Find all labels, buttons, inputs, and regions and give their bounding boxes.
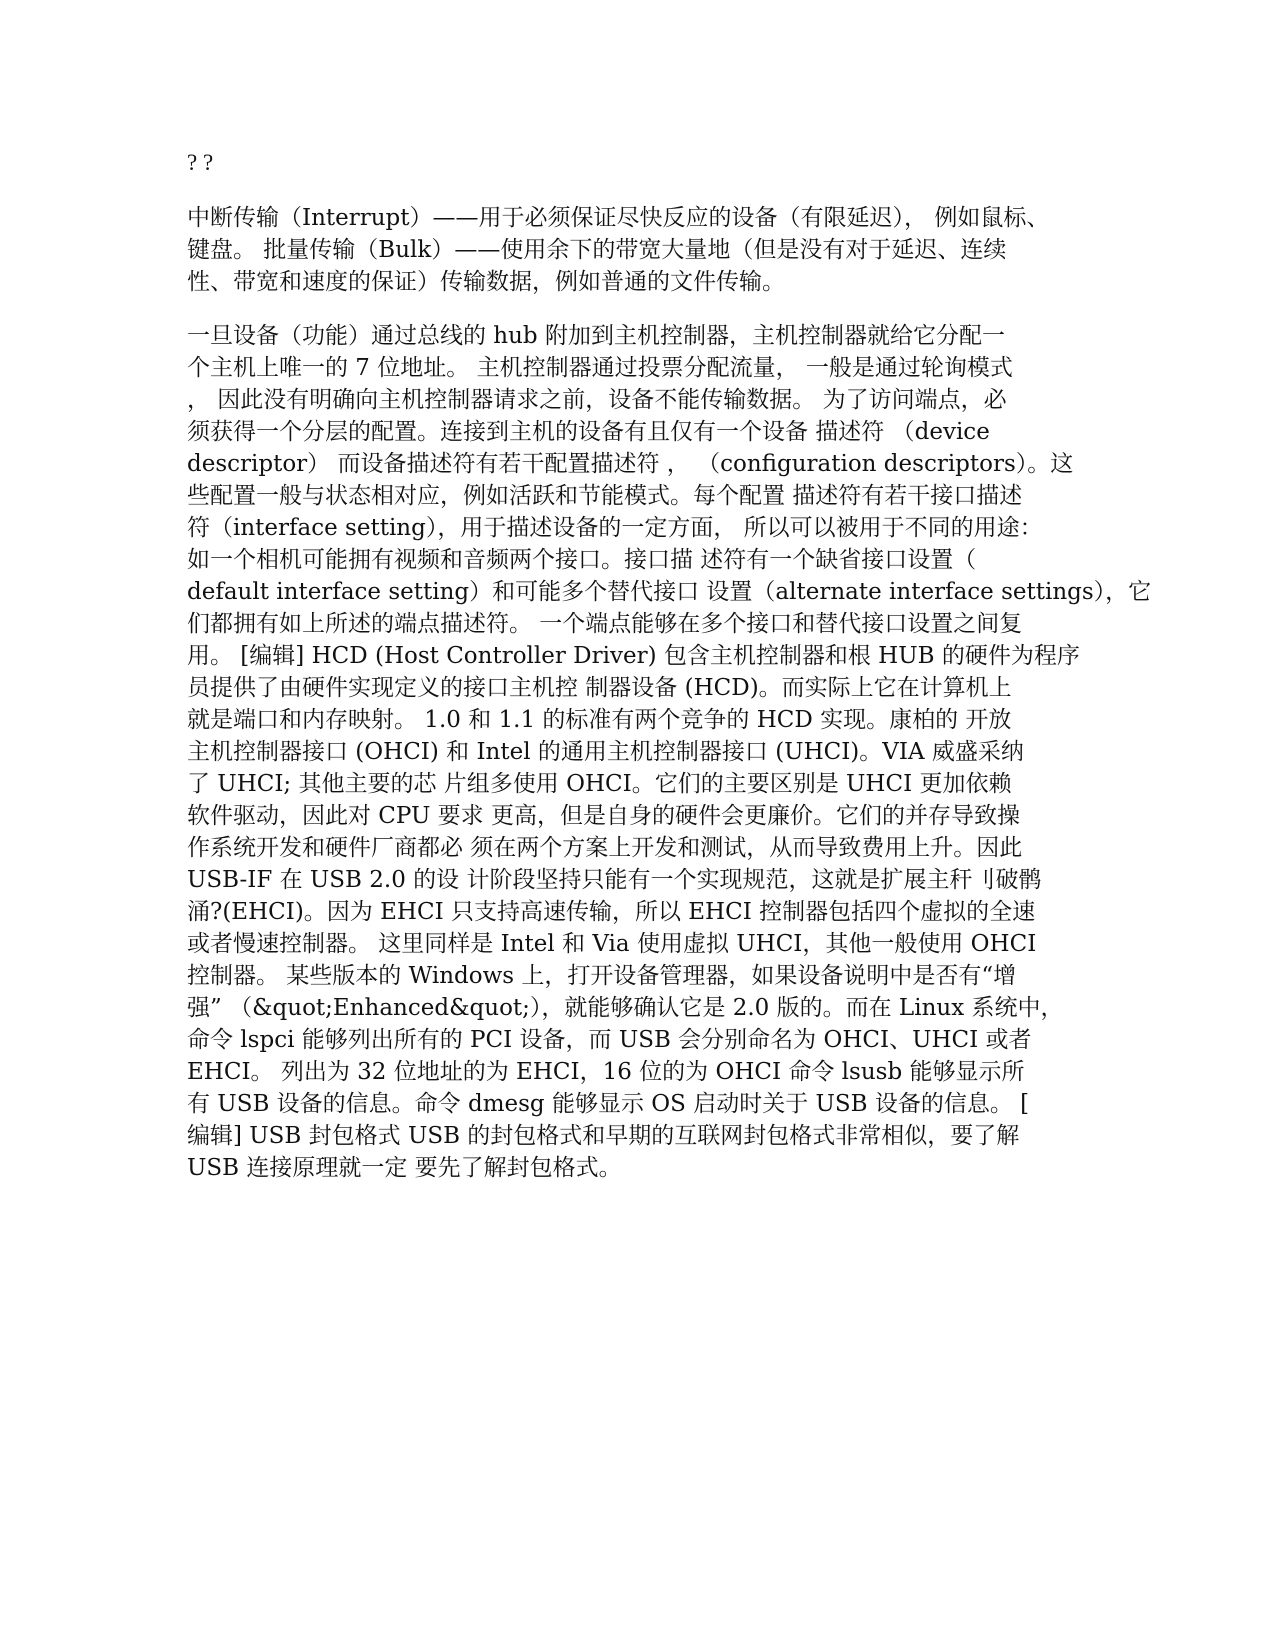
paragraph-line: ， 因此没有明确向主机控制器请求之前，设备不能传输数据。 为了访问端点，必	[187, 387, 1007, 413]
paragraph-line: 一旦设备（功能）通过总线的 hub 附加到主机控制器，主机控制器就给它分配一	[187, 323, 1005, 349]
paragraph-line: default interface setting）和可能多个替代接口 设置（alternate interface settings），它	[187, 579, 1152, 605]
paragraph-line: 了 UHCI; 其他主要的芯 片组多使用 OHCI。它们的主要区别是 UHCI 更加依赖	[187, 771, 1012, 797]
paragraph-line: descriptor） 而设备描述符有若干配置描述符 ， （configuration descriptors）。这	[187, 451, 1074, 477]
paragraph-line: 强” （&quot;Enhanced&quot;），就能够确认它是 2.0 版的。而在 Linux 系统中，	[187, 995, 1064, 1021]
paragraph-line: EHCI。 列出为 32 位地址的为 EHCI，16 位的为 OHCI 命令 lsusb 能够显示所	[187, 1059, 1025, 1085]
paragraph-line: 用。 [编辑] HCD (Host Controller Driver) 包含主机控制器和根 HUB 的硬件为程序	[187, 643, 1080, 669]
paragraph-line: 键盘。 批量传输（Bulk）——使用余下的带宽大量地（但是没有对于延迟、连续	[187, 237, 1007, 263]
paragraph-line: 如一个相机可能拥有视频和音频两个接口。接口描 述符有一个缺省接口设置（	[187, 547, 977, 573]
paragraph-line: 涌?(EHCI)。因为 EHCI 只支持高速传输，所以 EHCI 控制器包括四个虚拟的全速	[187, 899, 1036, 925]
paragraph-line: 主机控制器接口 (OHCI) 和 Intel 的通用主机控制器接口 (UHCI)。VIA 威盛采纳	[187, 739, 1024, 765]
paragraph-spacer	[187, 179, 1093, 202]
paragraph-line: 个主机上唯一的 7 位地址。 主机控制器通过投票分配流量， 一般是通过轮询模式	[187, 355, 1013, 381]
paragraph-line: 编辑] USB 封包格式 USB 的封包格式和早期的互联网封包格式非常相似，要了解	[187, 1123, 1020, 1149]
paragraph-line: 有 USB 设备的信息。命令 dmesg 能够显示 OS 启动时关于 USB 设备的信息。 [	[187, 1091, 1030, 1117]
header-marker: ? ?	[187, 150, 214, 175]
paragraph-line: USB-IF 在 USB 2.0 的设 计阶段坚持只能有一个实现规范，这就是扩展主秆刂破鹘	[187, 867, 1042, 893]
paragraph-line: 或者慢速控制器。 这里同样是 Intel 和 Via 使用虚拟 UHCI，其他一般使用 OHCI	[187, 931, 1037, 957]
paragraph-usb-details	[187, 320, 1152, 1184]
paragraph-line: 命令 lspci 能够列出所有的 PCI 设备，而 USB 会分别命名为 OHCI、UHCI 或者	[187, 1027, 1032, 1053]
paragraph-line: 中断传输（Interrupt）——用于必须保证尽快反应的设备（有限延迟）， 例如鼠标、	[187, 205, 1050, 231]
paragraph-line: 软件驱动，因此对 CPU 要求 更高，但是自身的硬件会更廉价。它们的并存导致操	[187, 803, 1020, 829]
paragraph-line: 控制器。 某些版本的 Windows 上，打开设备管理器，如果设备说明中是否有“增	[187, 963, 1017, 989]
paragraph-transfer-types	[187, 202, 1093, 298]
paragraph-line: 就是端口和内存映射。 1.0 和 1.1 的标准有两个竞争的 HCD 实现。康柏的 开放	[187, 707, 1012, 733]
paragraph-line: 们都拥有如上所述的端点描述符。 一个端点能够在多个接口和替代接口设置之间复	[187, 611, 1023, 637]
paragraph-line: 员提供了由硬件实现定义的接口主机控 制器设备 (HCD)。而实际上它在计算机上	[187, 675, 1012, 701]
paragraph-line: 符（interface setting），用于描述设备的一定方面， 所以可以被用于不同的用途：	[187, 515, 1043, 541]
paragraph-line: 些配置一般与状态相对应，例如活跃和节能模式。每个配置 描述符有若干接口描述	[187, 483, 1023, 509]
paragraph-line: 须获得一个分层的配置。连接到主机的设备有且仅有一个设备 描述符 （device	[187, 419, 990, 445]
paragraph-spacer	[187, 298, 1093, 320]
paragraph-line: 作系统开发和硬件厂商都必 须在两个方案上开发和测试，从而导致费用上升。因此	[187, 835, 1023, 861]
document-body	[187, 147, 1152, 1184]
paragraph-line: USB 连接原理就一定 要先了解封包格式。	[187, 1155, 622, 1181]
paragraph-line: 性、带宽和速度的保证）传输数据，例如普通的文件传输。	[187, 269, 785, 295]
